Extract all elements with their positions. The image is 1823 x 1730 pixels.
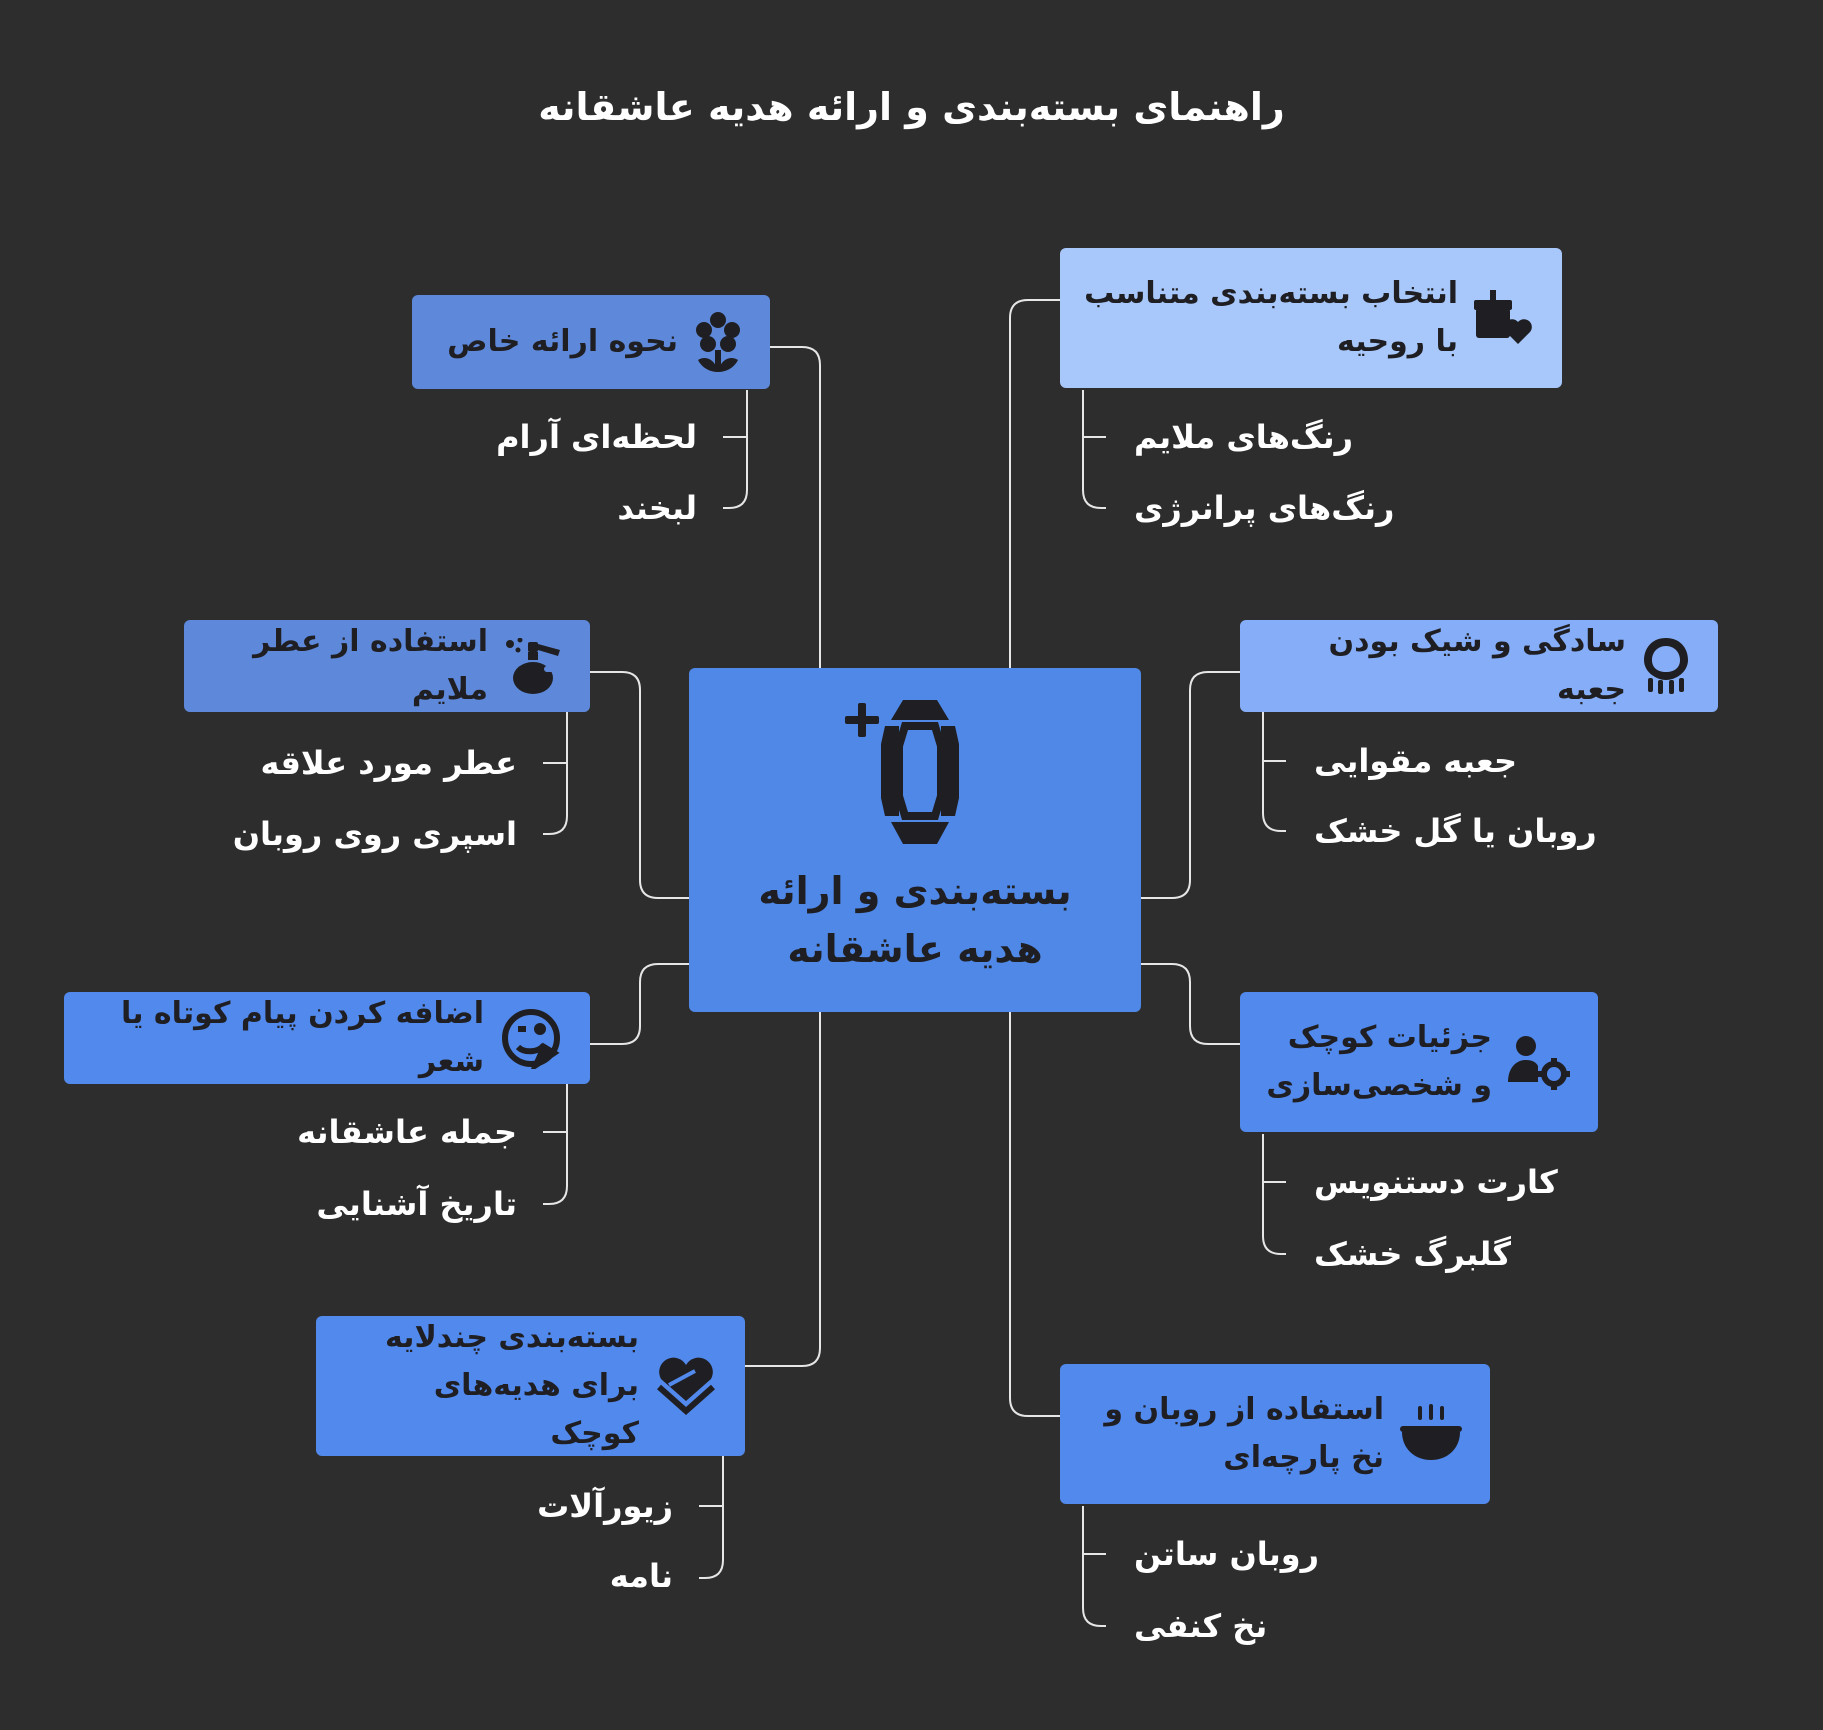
branch-label: اضافه کردن پیام کوتاه یا شعر (120, 996, 484, 1079)
bowl-steam-icon (1400, 1404, 1462, 1464)
perfume-bottle-icon (504, 638, 562, 694)
leaf-item: تاریخ آشنایی (316, 1185, 517, 1223)
branch-node-short-message[interactable] (64, 992, 590, 1084)
branch-node-ribbon-thread[interactable] (1060, 1364, 1490, 1504)
leaf-item: لحظه‌ای آرام (496, 418, 697, 456)
leaf-item: گلبرگ خشک (1314, 1235, 1511, 1273)
branch-node-presentation[interactable] (412, 295, 770, 389)
branch-node-layered-wrap[interactable] (316, 1316, 745, 1456)
leaf-item: روبان یا گل خشک (1314, 812, 1597, 850)
page-title: راهنمای بسته‌بندی و ارائه هدیه عاشقانه (538, 85, 1285, 129)
leaf-item: جمله عاشقانه (297, 1113, 517, 1151)
branch-node-box-simplicity[interactable] (1240, 620, 1718, 712)
branch-label: استفاده از روبان و نخ پارچه‌ای (1104, 1392, 1384, 1475)
branch-node-personalization[interactable] (1240, 992, 1598, 1132)
leaf-item: زیورآلات (537, 1487, 673, 1525)
leaf-item: جعبه مقوایی (1314, 742, 1517, 780)
user-gear-icon (1508, 1032, 1570, 1092)
branch-label: نحوه ارائه خاص (447, 324, 678, 359)
layered-heart-icon (655, 1357, 717, 1415)
branch-label: بسته‌بندی چندلایه برای هدیه‌های کوچک (384, 1320, 639, 1451)
branch-label: سادگی و شیک بودن جعبه (1328, 624, 1626, 707)
leaf-item: روبان ساتن (1134, 1535, 1320, 1573)
leaf-item: عطر مورد علاقه (260, 744, 517, 782)
leaf-item: نامه (609, 1557, 673, 1595)
central-topic-node[interactable] (689, 668, 1141, 1012)
leaf-item: رنگ‌های پرانرژی (1134, 489, 1395, 527)
leaf-item: رنگ‌های ملایم (1134, 418, 1354, 456)
central-topic-label: بسته‌بندی و ارائه هدیه عاشقانه (758, 869, 1072, 971)
branch-label: انتخاب بسته‌بندی متناسب با روحیه (1084, 276, 1458, 359)
gift-heart-icon (1474, 288, 1534, 348)
gem-plus-icon (845, 698, 985, 852)
branch-node-packaging-choice[interactable] (1060, 248, 1562, 388)
leaf-item: کارت دستنویس (1314, 1163, 1558, 1201)
balloon-icon (1642, 636, 1690, 696)
leaf-item: اسپری روی روبان (232, 815, 517, 853)
face-wink-icon (500, 1007, 562, 1069)
leaf-item: لبخند (617, 489, 697, 527)
leaf-item: نخ کنفی (1134, 1607, 1268, 1645)
flower-icon (694, 312, 742, 372)
branch-node-perfume[interactable] (184, 620, 590, 712)
branch-label: جزئیات کوچک و شخصی‌سازی (1266, 1020, 1492, 1103)
branch-label: استفاده از عطر ملایم (253, 624, 488, 707)
